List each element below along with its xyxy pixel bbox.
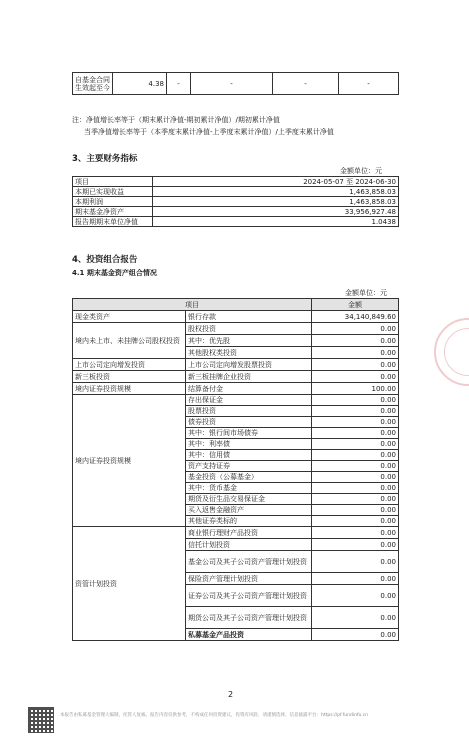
item-label: 其中：货币基金 [186,483,312,494]
seal-stamp-icon [434,318,469,386]
item-label: 其中：优先股 [186,335,312,347]
item-label: 其中：银行间市场债券 [186,428,312,439]
item-bank-deposit: 银行存款 [186,311,312,323]
fin-row-value: 1,463,858.03 [153,197,399,207]
item-amount: 100.00 [312,383,399,395]
category-cash: 现金类资产 [73,311,186,323]
portfolio-header-amount: 金额 [312,299,399,311]
note-line-2: 当季净值增长率等于（本季度末累计净值-上季度末累计净值）/上季度末累计净值 [84,128,334,136]
item-amount: 0.00 [312,323,399,335]
item-amount: 0.00 [312,406,399,417]
fin-row-value: 33,956,927.48 [153,207,399,217]
footer-text: 本报告由私募基金管理人编制，托管人复核。报告内容仅供参考，不构成任何投资建议，投资有风险，请谨慎选择。信息披露平台：https://pf.fundinfo.cn [60,713,368,718]
note-line-1: 注：净值增长率等于（期末累计净值-期初累计净值）/期初累计净值 [72,116,280,124]
item-label: 信托计划投资 [186,539,312,551]
item-label: 私募基金产品投资 [186,629,312,641]
item-amount: 0.00 [312,585,399,607]
item-amount: 0.00 [312,607,399,629]
fin-row-label: 期末基金净资产 [73,207,153,217]
qr-code-icon [28,707,54,733]
category-private-placement: 上市公司定向增发投资 [73,359,186,371]
item-label: 股票投资 [186,406,312,417]
fin-row-label: 本期已实现收益 [73,187,153,197]
fin-row-label: 本期利润 [73,197,153,207]
item-amount: 0.00 [312,629,399,641]
item-amount: 0.00 [312,371,399,383]
section-4-subtitle: 4.1 期末基金资产组合情况 [72,269,157,277]
item-label: 商业银行理财产品投资 [186,527,312,539]
item-label: 基金投资（公募基金） [186,472,312,483]
item-label: 期货公司及其子公司资产管理计划投资 [186,607,312,629]
financial-indicators-table [72,176,399,227]
portfolio-header-item: 项目 [73,299,312,311]
item-amount: 0.00 [312,483,399,494]
item-amount: 0.00 [312,335,399,347]
amount-bank-deposit: 34,140,849.60 [312,311,399,323]
section-3-unit: 金额单位：元 [340,167,382,175]
item-label: 证券公司及其子公司资产管理计划投资 [186,585,312,607]
item-amount: 0.00 [312,439,399,450]
item-label: 买入返售金融资产 [186,505,312,516]
asset-portfolio-table [72,298,399,641]
item-label: 其中：信用债 [186,450,312,461]
item-label: 新三板挂牌企业投资 [186,371,312,383]
item-label: 其他证券类标的 [186,516,312,527]
item-amount: 0.00 [312,461,399,472]
item-amount: 0.00 [312,472,399,483]
item-label: 其中：利率债 [186,439,312,450]
item-label: 债券投资 [186,417,312,428]
fin-header-period: 2024-05-07 至 2024-06-30 [153,177,399,187]
item-label: 其他股权类投资 [186,347,312,359]
item-label: 资产支持证券 [186,461,312,472]
item-amount: 0.00 [312,417,399,428]
item-amount: 0.00 [312,395,399,406]
category-unlisted-equity: 境内未上市、未挂牌公司股权投资 [73,323,186,359]
item-amount: 0.00 [312,527,399,539]
top-table-dash: - [191,73,273,95]
item-amount: 0.00 [312,505,399,516]
category-asset-management: 资管计划投资 [73,527,186,641]
item-label: 上市公司定向增发股票投资 [186,359,312,371]
category-neeq: 新三板投资 [73,371,186,383]
top-table-dash: - [339,73,399,95]
top-table-value: 4.38 [113,73,167,95]
item-amount: 0.00 [312,359,399,371]
top-table-label: 自基金合同生效起至今 [73,73,113,95]
item-label: 基金公司及其子公司资产管理计划投资 [186,551,312,573]
item-amount: 0.00 [312,573,399,585]
item-label: 保险资产管理计划投资 [186,573,312,585]
item-amount: 0.00 [312,428,399,439]
item-amount: 0.00 [312,494,399,505]
category-securities-investment: 境内证券投资规模 [73,395,186,527]
section-3-title: 3、主要财务指标 [72,154,138,164]
item-label: 股权投资 [186,323,312,335]
fin-row-value: 1.0438 [153,217,399,227]
fin-row-value: 1,463,858.03 [153,187,399,197]
item-label: 存出保证金 [186,395,312,406]
top-table-dash: - [273,73,339,95]
section-4-title: 4、投资组合报告 [72,255,138,265]
item-label: 结算备付金 [186,383,312,395]
top-table-dash: - [167,73,191,95]
top-nav-table [72,72,399,95]
fin-row-label: 报告期期末单位净值 [73,217,153,227]
item-amount: 0.00 [312,551,399,573]
item-amount: 0.00 [312,539,399,551]
item-amount: 0.00 [312,347,399,359]
page-number: 2 [228,690,234,699]
item-label: 期货及衍生品交易保证金 [186,494,312,505]
section-4-unit: 金额单位：元 [345,289,387,297]
fin-header-item: 项目 [73,177,153,187]
category-securities-scale: 境内证券投资规模 [73,383,186,395]
item-amount: 0.00 [312,516,399,527]
item-amount: 0.00 [312,450,399,461]
